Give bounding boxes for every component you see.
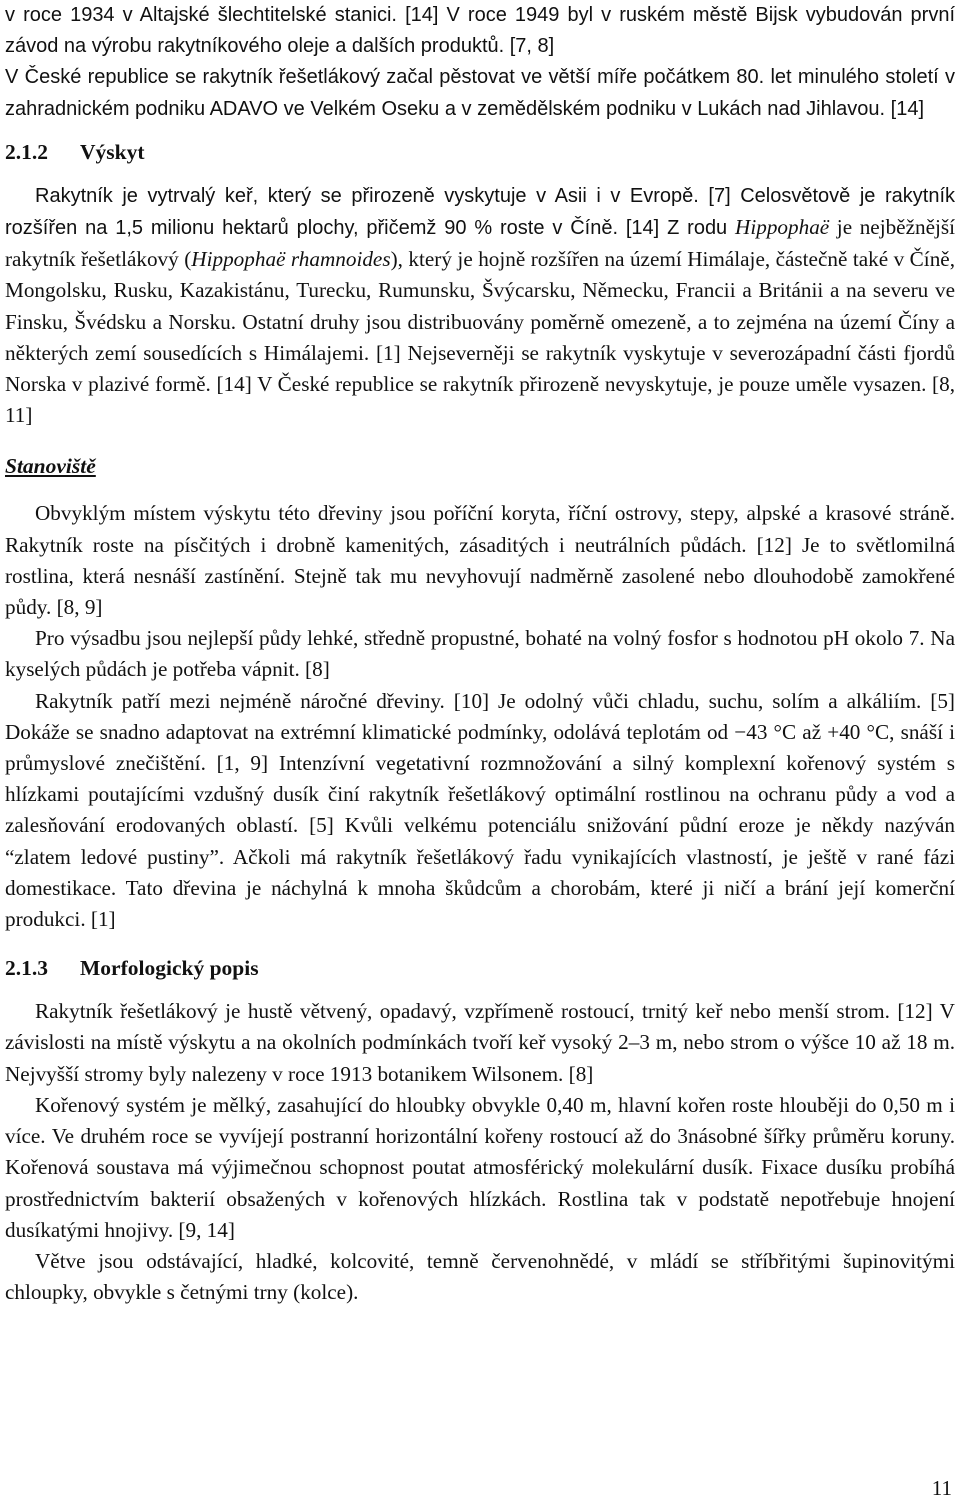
section-title: Výskyt <box>80 139 145 164</box>
habitat-paragraph-2: Pro výsadbu jsou nejlepší půdy lehké, středně propustné, bohaté na volný fosfor s hodnotou pH okolo 7. Na kyselých půdách je potřeba vápnit. [8] <box>5 626 955 682</box>
intro-block <box>5 0 955 125</box>
occurrence-paragraph-1: Rakytník je vytrvalý keř, který se přirozeně vyskytuje v Asii i v Evropě. [7] Celosvětově je rakytník rozšířen na 1,5 milionu hektarů plochy, přičemž 90 % roste v Číně. [14] Z rodu Hippophaë je nejběžnější rakytník řešetlákový (Hippophaë rhamnoides), který je hojně rozšířen na území Himálaje, částečně také v Číně, Mongolsku, Rusku, Kazakistánu, Turecku, Rumunsku, Švýcarsku, Německu, Francii a Británii a na severu ve Finsku, Švédsku a Norsku. Ostatní druhy jsou distribuovány poměrně omezeně, a to zejména na území Číny a některých zemí sousedících s Himálajemi. [1] Nejseverněji se rakytník vyskytuje v severozápadní části fjordů Norska v plazivé formě. [14] V České republice se rakytník přirozeně nevyskytuje, je pouze uměle vysazen. [8, 11] <box>5 184 955 428</box>
section-title: Morfologický popis <box>80 956 259 981</box>
intro-paragraph-2: V České republice se rakytník řešetlákový začal pěstovat ve větší míře počátkem 80. let minulého století v zahradnickém podniku ADAVO ve Velkém Oseku a v zemědělském podniku v Lukách nad Jihlavou. [14] <box>5 66 955 120</box>
section-heading-occurrence <box>5 137 955 167</box>
section-number: 2.1.2 <box>5 139 48 164</box>
morphology-paragraph-3: Větve jsou odstávající, hladké, kolcovité, temně červenohnědé, v mládí se stříbřitými šupinovitými chloupky, obvykle s četnými trny (kolce). <box>5 1248 955 1305</box>
document-page <box>5 0 955 1308</box>
morphology-paragraph-1: Rakytník řešetlákový je hustě větvený, opadavý, vzpřímeně rostoucí, trnitý keř nebo menší strom. [12] V závislosti na místě výskytu a na okolních podmínkách tvoří keř vysoký 2–3 m, nebo strom o výšce 10 až 18 m. Nejvyšší stromy byly nalezeny v roce 1913 botanikem Wilsonem. [8] <box>5 999 955 1086</box>
page-number: 11 <box>931 1476 952 1500</box>
intro-paragraph-1: v roce 1934 v Altajské šlechtitelské stanici. [14] V roce 1949 byl v ruském městě Bijsk vybudován první závod na výrobu rakytníkového oleje a dalších produktů. [7, 8] <box>5 4 955 58</box>
genus-name: Hippophaë <box>735 215 830 240</box>
section-heading-morphology <box>5 953 955 983</box>
subheading-habitat: Stanoviště <box>5 454 96 479</box>
habitat-paragraph-3: Rakytník patří mezi nejméně náročné dřeviny. [10] Je odolný vůči chladu, suchu, solím a alkáliím. [5] Dokáže se snadno adaptovat na extrémní klimatické podmínky, odolává teplotám od −43 °C až +40 °C, snáší i průmyslové znečištění. [1, 9] Intenzívní vegetativní rozmnožování a silný komplexní kořenový systém s hlízkami poutajícími vzdušný dusík činí rakytník řešetlákový optimální rostlinou na ochranu půdy a vod a zalesňování erodovaných oblastí. [5] Kvůli velkému potenciálu snižování půdní eroze je někdy nazýván “zlatem ledové pustiny”. Ačkoli má rakytník řešetlákový řadu vynikajících vlastností, je ještě v rané fázi domestikace. Tato dřevina je náchylná k mnoha škůdcům a chorobám, které ji ničí a brání její komerční produkci. [1] <box>5 688 955 932</box>
habitat-paragraph-1: Obvyklým místem výskytu této dřeviny jsou poříční koryta, říční ostrovy, stepy, alpské a krasové stráně. Rakytník roste na písčitých i drobně kamenitých, zásaditých i neutrálních půdách. [12] Je to světlomilná rostlina, která nesnáší zastínění. Stejně tak mu nevyhovují nadměrně zasolené nebo dlouhodobě zamokřené půdy. [8, 9] <box>5 501 955 620</box>
species-name: Hippophaë rhamnoides <box>191 247 391 272</box>
morphology-paragraph-2: Kořenový systém je mělký, zasahující do hloubky obvykle 0,40 m, hlavní kořen roste hlouběji do 0,50 m i více. Ve druhém roce se vyvíjejí postranní horizontální kořeny rostoucí až do 3násobné šířky průměru koruny. Kořenová soustava má výjimečnou schopnost poutat atmosférický molekulární dusík. Fixace dusíku probíhá prostřednictvím bakterií obsažených v kořenových hlízkách. Rostlina tak v podstatě nepotřebuje hnojení dusíkatými hnojivy. [9, 14] <box>5 1092 955 1242</box>
section-number: 2.1.3 <box>5 956 48 981</box>
